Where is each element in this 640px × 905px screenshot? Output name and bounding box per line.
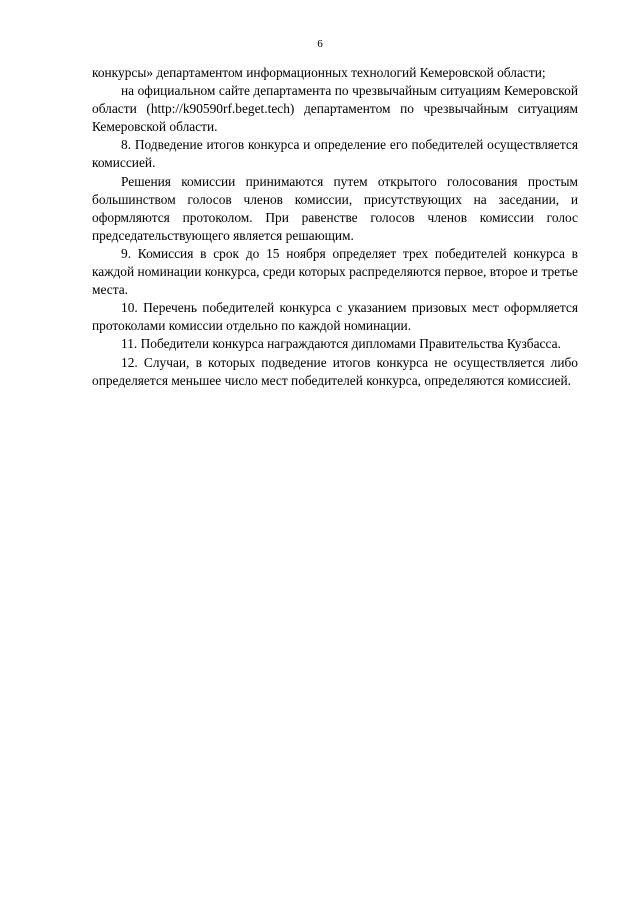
page-number: 6 [317, 38, 323, 50]
document-body [92, 64, 578, 390]
paragraph-continuation: конкурсы» департаментом информационных технологий Кемеровской области; [92, 65, 546, 80]
paragraph-official-site: на официальном сайте департамента по чрезвычайным ситуациям Кемеровской области (http://k90590rf.beget.tech) департаментом по чрезвычайным ситуациям Кемеровской области. [92, 83, 578, 135]
paragraph-decisions: Решения комиссии принимаются путем открытого голосования простым большинством голосов членов комиссии, присутствующих на заседании, и оформляются протоколом. При равенстве голосов членов комиссии голос председательствующего является решающим. [92, 173, 578, 243]
paragraph-item-9: 9. Комиссия в срок до 15 ноября определяет трех победителей конкурса в каждой номинации конкурса, среди которых распределяются первое, второе и третье места. [92, 245, 578, 298]
paragraph-item-8: 8. Подведение итогов конкурса и определение его победителей осуществляется комиссией. [92, 137, 578, 171]
paragraph-item-11: 11. Победители конкурса награждаются дипломами Правительства Кузбасса. [121, 336, 561, 352]
paragraph-item-10: 10. Перечень победителей конкурса с указанием призовых мест оформляется протоколами комиссии отдельно по каждой номинации. [92, 300, 578, 334]
paragraph-item-12: 12. Случаи, в которых подведение итогов конкурса не осуществляется либо определяется меньшее число мест победителей конкурса, определяются комиссией. [92, 354, 578, 388]
